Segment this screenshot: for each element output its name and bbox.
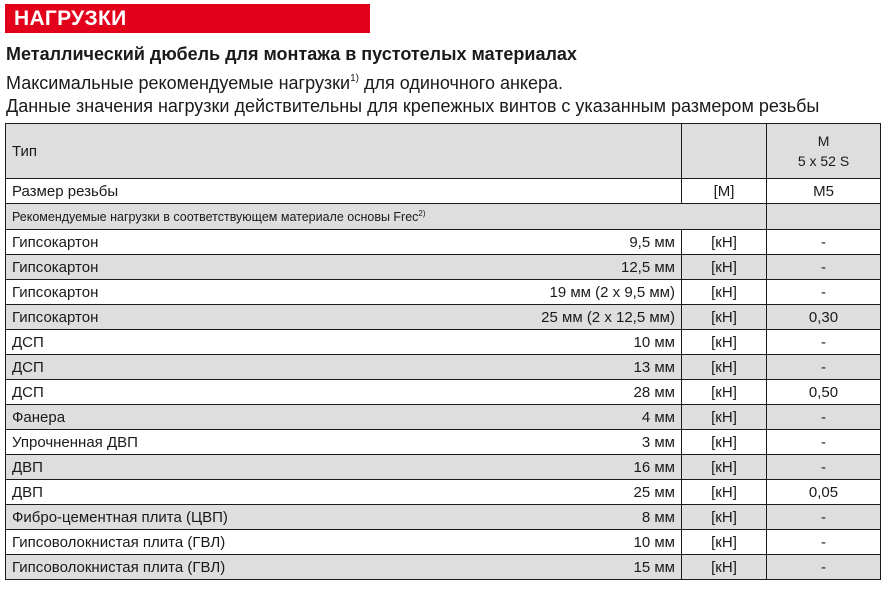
material-cell (6, 555, 682, 580)
product-column-line2: 5 x 52 S (797, 153, 850, 169)
material-name: Гипсокартон (12, 283, 99, 301)
material-cell (6, 280, 682, 305)
material-cell (6, 255, 682, 280)
unit-cell: [кН] (681, 355, 766, 380)
section-row (6, 204, 881, 230)
material-thickness: 16 мм (633, 458, 675, 476)
material-name: Фибро-цементная плита (ЦВП) (12, 508, 228, 526)
material-thickness: 15 мм (633, 558, 675, 576)
material-name: ДСП (12, 383, 44, 401)
material-thickness: 8 мм (641, 508, 675, 526)
table-row (6, 455, 881, 480)
load-value-cell: - (767, 330, 881, 355)
material-name: Гипсокартон (12, 308, 99, 326)
load-value-cell: 0,50 (767, 380, 881, 405)
load-value-cell: - (767, 230, 881, 255)
unit-cell: [кН] (681, 480, 766, 505)
material-name: Гипсокартон (12, 258, 99, 276)
load-value-cell: 0,30 (767, 305, 881, 330)
table-row (6, 255, 881, 280)
section-label (6, 204, 767, 230)
table-row (6, 355, 881, 380)
unit-cell: [кН] (681, 305, 766, 330)
material-thickness: 25 мм (2 x 12,5 мм) (541, 308, 675, 326)
material-name: Фанера (12, 408, 66, 426)
unit-header (681, 124, 766, 179)
table-row (6, 230, 881, 255)
material-name: ДСП (12, 358, 44, 376)
material-cell (6, 230, 682, 255)
material-thickness: 12,5 мм (620, 258, 675, 276)
thread-size-value: M5 (767, 179, 881, 204)
load-value-cell: - (767, 280, 881, 305)
unit-cell: [кН] (681, 430, 766, 455)
table-row (6, 505, 881, 530)
load-value-cell: - (767, 255, 881, 280)
unit-cell: [кН] (681, 230, 766, 255)
section-label-text: Рекомендуемые нагрузки в соответствующем материале основы Frec (12, 210, 419, 225)
load-value-cell: - (767, 530, 881, 555)
thread-size-unit: [M] (681, 179, 766, 204)
load-value-cell: - (767, 430, 881, 455)
table-row (6, 405, 881, 430)
material-thickness: 9,5 мм (629, 233, 675, 251)
material-cell (6, 380, 682, 405)
table-row (6, 430, 881, 455)
load-value-cell: - (767, 355, 881, 380)
load-value-cell: - (767, 555, 881, 580)
footnote-ref-2: 2) (418, 208, 426, 218)
unit-cell: [кН] (681, 405, 766, 430)
material-cell (6, 355, 682, 380)
subtitle-loads (6, 69, 563, 94)
load-value-cell: - (767, 505, 881, 530)
unit-cell: [кН] (681, 455, 766, 480)
load-value-cell: - (767, 405, 881, 430)
unit-cell: [кН] (681, 530, 766, 555)
material-cell (6, 330, 682, 355)
material-cell (6, 305, 682, 330)
section-empty-cell (767, 204, 881, 230)
material-thickness: 25 мм (633, 483, 675, 501)
material-thickness: 28 мм (633, 383, 675, 401)
unit-cell: [кН] (681, 555, 766, 580)
material-name: Гипсокартон (12, 233, 99, 251)
unit-cell: [кН] (681, 380, 766, 405)
material-name: Гипсоволокнистая плита (ГВЛ) (12, 558, 226, 576)
material-cell (6, 530, 682, 555)
subtitle-loads-tail: для одиночного анкера. (358, 73, 564, 93)
table-row (6, 555, 881, 580)
material-thickness: 4 мм (641, 408, 675, 426)
table-row (6, 280, 881, 305)
unit-cell: [кН] (681, 255, 766, 280)
material-cell (6, 455, 682, 480)
load-value-cell: 0,05 (767, 480, 881, 505)
subtitle-validity: Данные значения нагрузки действительны для крепежных винтов с указанным размером резьбы (6, 96, 820, 116)
material-name: ДВП (12, 458, 43, 476)
thread-size-label: Размер резьбы (6, 179, 682, 204)
footnote-ref-1: 1) (350, 73, 359, 84)
unit-cell: [кН] (681, 330, 766, 355)
table-row (6, 480, 881, 505)
material-thickness: 3 мм (641, 433, 675, 451)
type-header: Тип (6, 124, 682, 179)
subtitle-loads-text: Максимальные рекомендуемые нагрузки (6, 73, 351, 93)
table-row (6, 330, 881, 355)
material-name: ДСП (12, 333, 44, 351)
table-header-row (6, 124, 881, 179)
material-thickness: 13 мм (633, 358, 675, 376)
material-name: Гипсоволокнистая плита (ГВЛ) (12, 533, 226, 551)
table-row (6, 305, 881, 330)
table-row (6, 530, 881, 555)
product-column-line1: M (817, 133, 830, 149)
material-cell (6, 505, 682, 530)
unit-cell: [кН] (681, 280, 766, 305)
material-name: Упрочненная ДВП (12, 433, 138, 451)
material-thickness: 10 мм (633, 333, 675, 351)
unit-cell: [кН] (681, 505, 766, 530)
material-cell (6, 430, 682, 455)
material-name: ДВП (12, 483, 43, 501)
material-thickness: 19 мм (2 x 9,5 мм) (549, 283, 675, 301)
loads-table (5, 123, 881, 580)
material-cell (6, 405, 682, 430)
thread-size-row (6, 179, 881, 204)
material-thickness: 10 мм (633, 533, 675, 551)
product-column-header (767, 124, 881, 179)
product-title: Металлический дюбель для монтажа в пустотелых материалах (6, 44, 577, 64)
material-cell (6, 480, 682, 505)
section-banner: НАГРУЗКИ (5, 4, 370, 33)
load-value-cell: - (767, 455, 881, 480)
table-row (6, 380, 881, 405)
